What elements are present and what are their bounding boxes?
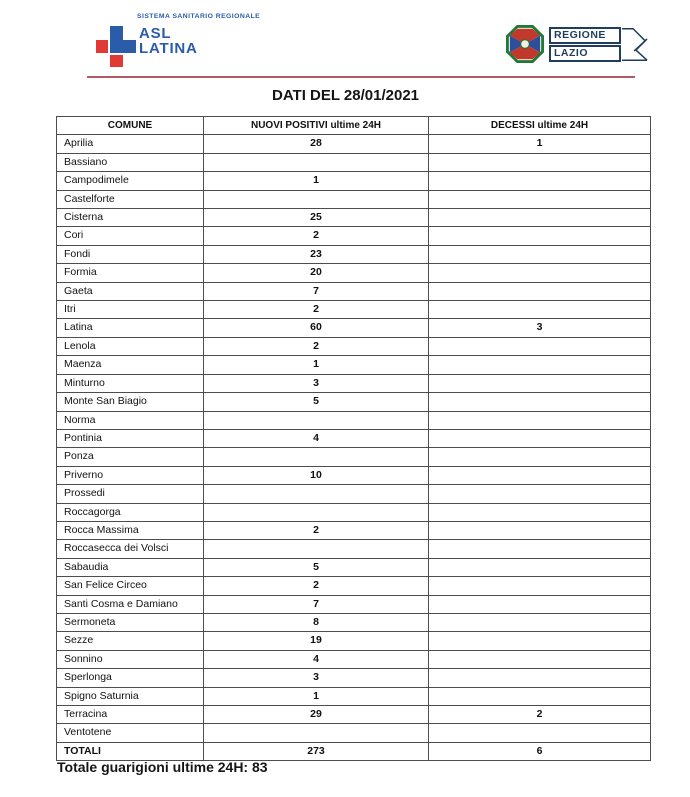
table-row (57, 706, 651, 724)
table-header-row (57, 117, 651, 135)
table-row (57, 650, 651, 668)
positivi-cell: 4 (204, 650, 429, 668)
decessi-cell (429, 264, 651, 282)
comune-cell: Campodimele (57, 172, 204, 190)
positivi-cell: 1 (204, 172, 429, 190)
positivi-cell (204, 485, 429, 503)
positivi-cell: 2 (204, 301, 429, 319)
positivi-cell (204, 540, 429, 558)
column-header-nuovi-positivi: NUOVI POSITIVI ultime 24H (204, 117, 429, 135)
table-body (57, 135, 651, 742)
decessi-cell (429, 190, 651, 208)
positivi-cell: 3 (204, 374, 429, 392)
decessi-cell (429, 282, 651, 300)
comune-cell: Roccasecca dei Volsci (57, 540, 204, 558)
positivi-cell: 8 (204, 613, 429, 631)
table-row (57, 356, 651, 374)
table-row (57, 613, 651, 631)
comune-cell: Sezze (57, 632, 204, 650)
comune-cell: San Felice Circeo (57, 577, 204, 595)
asl-name-line1: ASL (139, 25, 172, 42)
table-row (57, 558, 651, 576)
table-row (57, 687, 651, 705)
table-row (57, 485, 651, 503)
decessi-cell (429, 466, 651, 484)
decessi-cell (429, 153, 651, 171)
table-row (57, 448, 651, 466)
decessi-cell (429, 301, 651, 319)
comune-cell: Monte San Biagio (57, 393, 204, 411)
decessi-cell (429, 632, 651, 650)
table-row (57, 153, 651, 171)
positivi-cell: 60 (204, 319, 429, 337)
decessi-cell (429, 411, 651, 429)
comune-cell: Terracina (57, 706, 204, 724)
table-row (57, 393, 651, 411)
asl-tagline: SISTEMA SANITARIO REGIONALE (137, 13, 261, 20)
table-row (57, 209, 651, 227)
positivi-cell (204, 724, 429, 742)
total-decessi-cell: 6 (429, 742, 651, 760)
positivi-cell (204, 190, 429, 208)
table-row (57, 595, 651, 613)
comune-cell: Bassiano (57, 153, 204, 171)
table-row (57, 282, 651, 300)
positivi-cell (204, 153, 429, 171)
comune-cell: Ventotene (57, 724, 204, 742)
table-row (57, 190, 651, 208)
table-row (57, 135, 651, 153)
asl-name-line2: LATINA (139, 40, 198, 57)
comune-cell: Rocca Massima (57, 521, 204, 539)
positivi-cell: 5 (204, 558, 429, 576)
comune-cell: Priverno (57, 466, 204, 484)
comune-cell: Latina (57, 319, 204, 337)
total-positivi-cell: 273 (204, 742, 429, 760)
decessi-cell (429, 595, 651, 613)
comune-cell: Prossedi (57, 485, 204, 503)
regione-lazio-logo (506, 23, 648, 65)
table-row (57, 540, 651, 558)
table-row (57, 429, 651, 447)
comune-cell: Minturno (57, 374, 204, 392)
asl-latina-logo (95, 11, 355, 71)
comune-cell: Lenola (57, 337, 204, 355)
decessi-cell (429, 613, 651, 631)
comune-cell: Sermoneta (57, 613, 204, 631)
decessi-cell: 1 (429, 135, 651, 153)
positivi-cell (204, 448, 429, 466)
decessi-cell (429, 374, 651, 392)
comune-cell: Sabaudia (57, 558, 204, 576)
asl-cross-icon (96, 26, 136, 67)
table-row (57, 319, 651, 337)
table-row (57, 172, 651, 190)
table-row (57, 577, 651, 595)
page-title: DATI DEL 28/01/2021 (271, 87, 420, 104)
table-total-row (57, 742, 651, 760)
column-header-decessi: DECESSI ultime 24H (429, 117, 651, 135)
decessi-cell (429, 172, 651, 190)
regione-lazio-text (549, 27, 621, 62)
comune-cell: Norma (57, 411, 204, 429)
decessi-cell (429, 558, 651, 576)
decessi-cell: 2 (429, 706, 651, 724)
table-row (57, 374, 651, 392)
decessi-cell (429, 687, 651, 705)
comune-cell: Itri (57, 301, 204, 319)
lazio-box: LAZIO (549, 45, 621, 62)
table-row (57, 337, 651, 355)
positivi-cell: 1 (204, 356, 429, 374)
decessi-cell (429, 669, 651, 687)
comune-cell: Maenza (57, 356, 204, 374)
decessi-cell (429, 448, 651, 466)
decessi-cell (429, 356, 651, 374)
positivi-cell: 4 (204, 429, 429, 447)
table-row (57, 245, 651, 263)
decessi-cell (429, 540, 651, 558)
decessi-cell (429, 337, 651, 355)
table-row (57, 301, 651, 319)
positivi-cell: 7 (204, 595, 429, 613)
table-row (57, 669, 651, 687)
table-row (57, 632, 651, 650)
regione-box: REGIONE (549, 27, 621, 44)
positivi-cell: 2 (204, 337, 429, 355)
table-row (57, 503, 651, 521)
comune-cell: Cisterna (57, 209, 204, 227)
comune-cell: Roccagorga (57, 503, 204, 521)
positivi-cell: 2 (204, 577, 429, 595)
positivi-cell: 5 (204, 393, 429, 411)
positivi-cell: 19 (204, 632, 429, 650)
comune-cell: Ponza (57, 448, 204, 466)
decessi-cell: 3 (429, 319, 651, 337)
decessi-cell (429, 503, 651, 521)
decessi-cell (429, 485, 651, 503)
comune-cell: Aprilia (57, 135, 204, 153)
regione-lazio-chevron-icon (622, 26, 648, 63)
positivi-cell: 23 (204, 245, 429, 263)
asl-name (139, 26, 198, 56)
positivi-cell: 2 (204, 227, 429, 245)
positivi-cell: 3 (204, 669, 429, 687)
table-row (57, 724, 651, 742)
comune-cell: Cori (57, 227, 204, 245)
positivi-cell: 7 (204, 282, 429, 300)
table-row (57, 521, 651, 539)
decessi-cell (429, 227, 651, 245)
decessi-cell (429, 429, 651, 447)
positivi-cell (204, 411, 429, 429)
decessi-cell (429, 724, 651, 742)
positivi-cell: 2 (204, 521, 429, 539)
decessi-cell (429, 245, 651, 263)
positivi-cell: 1 (204, 687, 429, 705)
decessi-cell (429, 650, 651, 668)
decessi-cell (429, 521, 651, 539)
comune-cell: Sperlonga (57, 669, 204, 687)
table-row (57, 227, 651, 245)
comune-cell: Santi Cosma e Damiano (57, 595, 204, 613)
positivi-cell (204, 503, 429, 521)
total-label-cell: TOTALI (57, 742, 204, 760)
positivi-cell: 28 (204, 135, 429, 153)
comune-cell: Sonnino (57, 650, 204, 668)
positivi-cell: 29 (204, 706, 429, 724)
regione-lazio-emblem-icon (506, 25, 544, 63)
guarigioni-note: Totale guarigioni ultime 24H: 83 (57, 759, 268, 775)
covid-data-table (56, 116, 651, 761)
column-header-comune: COMUNE (57, 117, 204, 135)
comune-cell: Fondi (57, 245, 204, 263)
positivi-cell: 25 (204, 209, 429, 227)
table-row (57, 466, 651, 484)
decessi-cell (429, 577, 651, 595)
comune-cell: Pontinia (57, 429, 204, 447)
decessi-cell (429, 209, 651, 227)
comune-cell: Formia (57, 264, 204, 282)
comune-cell: Spigno Saturnia (57, 687, 204, 705)
positivi-cell: 10 (204, 466, 429, 484)
positivi-cell: 20 (204, 264, 429, 282)
comune-cell: Castelforte (57, 190, 204, 208)
table-row (57, 264, 651, 282)
decessi-cell (429, 393, 651, 411)
comune-cell: Gaeta (57, 282, 204, 300)
table-row (57, 411, 651, 429)
red-separator-line (87, 76, 635, 78)
